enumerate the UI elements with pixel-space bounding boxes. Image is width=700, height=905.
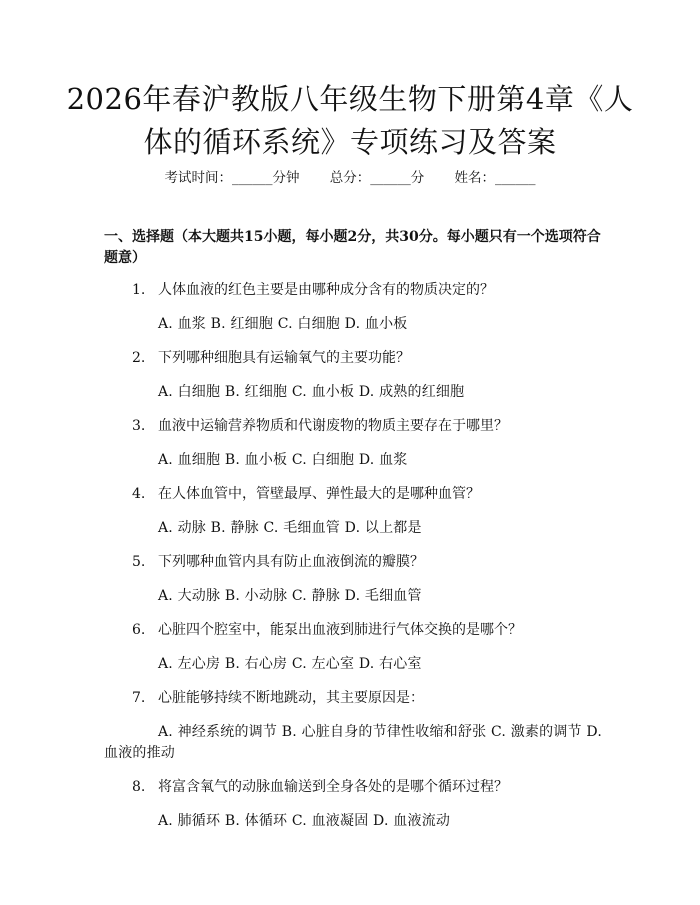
question-item	[104, 688, 602, 764]
question-number: 8.	[132, 779, 146, 795]
question-options: A. 大动脉 B. 小动脉 C. 静脉 D. 毛细血管	[158, 588, 422, 604]
total-score-field: 总分：______分	[329, 170, 425, 186]
question-stem: 人体血液的红色主要是由哪种成分含有的物质决定的？	[158, 282, 494, 298]
question-number: 5.	[132, 554, 146, 570]
question-stem: 心脏能够持续不断地跳动，其主要原因是：	[158, 690, 424, 706]
question-number: 6.	[132, 622, 146, 638]
question-item	[104, 280, 602, 335]
question-options: A. 动脉 B. 静脉 C. 毛细血管 D. 以上都是	[158, 520, 422, 536]
exam-info-line	[0, 168, 700, 188]
question-number: 4.	[132, 486, 146, 502]
question-options: A. 神经系统的调节 B. 心脏自身的节律性收缩和舒张 C. 激素的调节 D. 血液的推动	[104, 724, 602, 761]
question-item	[104, 552, 602, 607]
question-item	[104, 620, 602, 675]
page-title: 2026年春沪教版八年级生物下册第4章《人体的循环系统》专项练习及答案	[66, 82, 634, 159]
question-stem: 下列哪种血管内具有防止血液倒流的瓣膜？	[158, 554, 424, 570]
question-number: 7.	[132, 690, 146, 706]
exam-time-field: 考试时间：______分钟	[164, 170, 300, 186]
question-stem: 下列哪种细胞具有运输氧气的主要功能？	[158, 350, 410, 366]
question-stem: 心脏四个腔室中，能泵出血液到肺进行气体交换的是哪个？	[158, 622, 522, 638]
question-stem: 血液中运输营养物质和代谢废物的物质主要存在于哪里？	[158, 418, 508, 434]
student-name-field: 姓名：______	[454, 170, 536, 186]
question-list	[104, 280, 602, 845]
question-options: A. 白细胞 B. 红细胞 C. 血小板 D. 成熟的红细胞	[158, 384, 465, 400]
question-number: 1.	[132, 282, 146, 298]
question-item	[104, 484, 602, 539]
question-number: 3.	[132, 418, 146, 434]
section-heading: 一、选择题（本大题共15小题，每小题2分，共30分。每小题只有一个选项符合题意）	[104, 229, 601, 266]
question-number: 2.	[132, 350, 146, 366]
question-options: A. 左心房 B. 右心房 C. 左心室 D. 右心室	[158, 656, 422, 672]
question-item	[104, 777, 602, 832]
question-item	[104, 348, 602, 403]
question-stem: 在人体血管中，管壁最厚、弹性最大的是哪种血管？	[158, 486, 480, 502]
question-stem: 将富含氧气的动脉血输送到全身各处的是哪个循环过程？	[158, 779, 508, 795]
question-options: A. 血细胞 B. 血小板 C. 白细胞 D. 血浆	[158, 452, 408, 468]
question-item	[104, 416, 602, 471]
question-options: A. 肺循环 B. 体循环 C. 血液凝固 D. 血液流动	[158, 813, 451, 829]
question-options: A. 血浆 B. 红细胞 C. 白细胞 D. 血小板	[158, 316, 408, 332]
